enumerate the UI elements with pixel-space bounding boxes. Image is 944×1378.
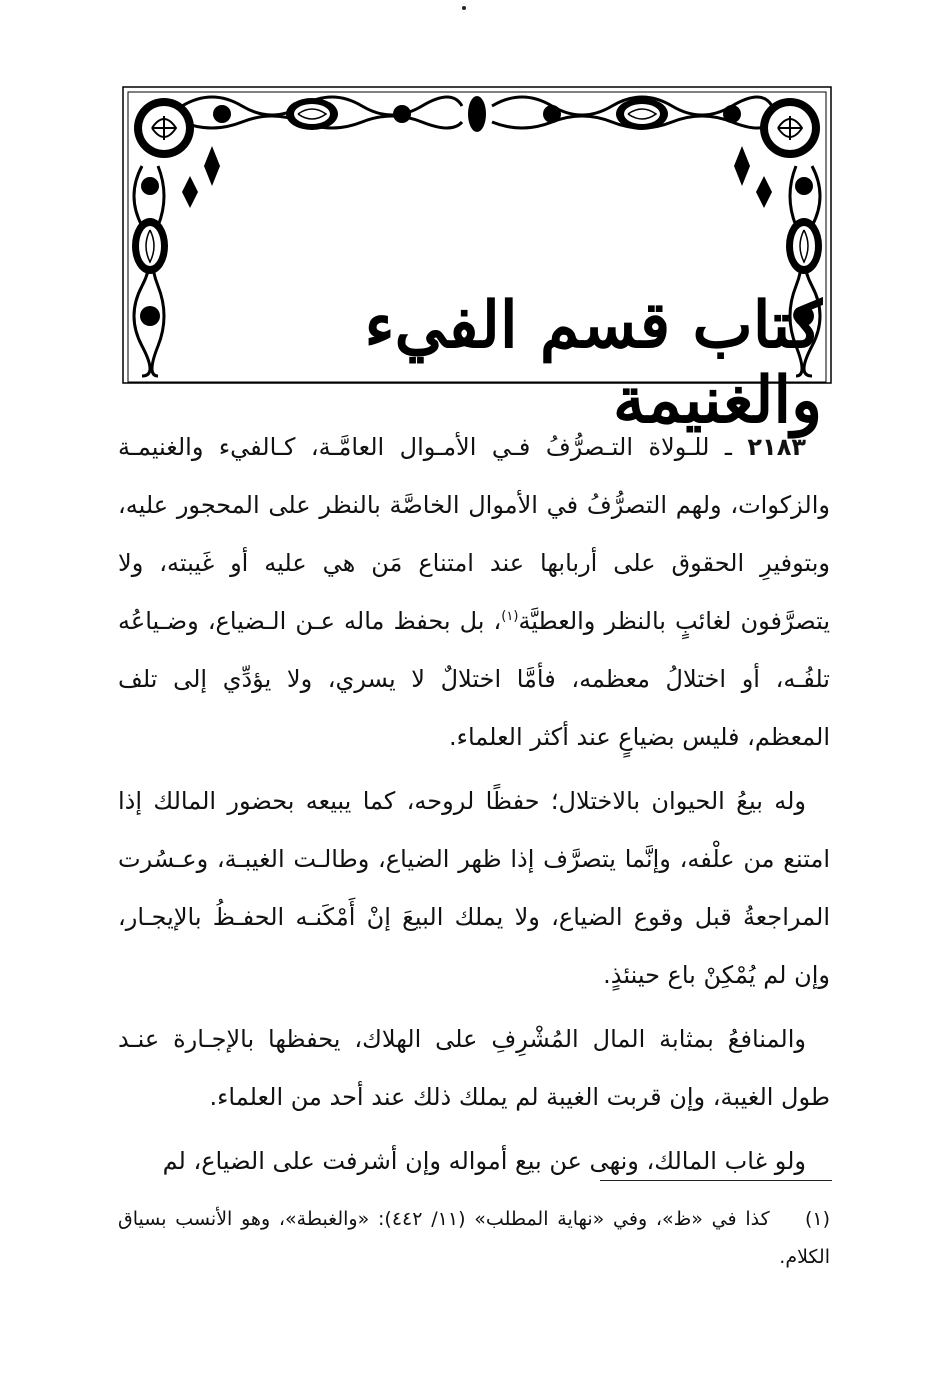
footnote-text: كذا في «ظ»، وفي «نهاية المطلب» (١١/ ٤٤٢): «والغبطة»، وهو الأنسب بسياق الكلام. bbox=[118, 1208, 830, 1268]
footnote-marker[interactable]: (١) bbox=[501, 609, 519, 624]
footnote-1 bbox=[118, 1200, 830, 1276]
paragraph-1-text: ـ للـولاة التـصرُّفُ فـي الأمـوال العامَّـة، كـالفيء والغنيمـة والزكوات، ولهم التصرُّفُ في الأموال الخاصَّة بالنظر على المحجور عليه، وبتوفيرِ الحقوق على أربابها عند امتناع مَن هي عليه أو غَيبته، ولا يتصرَّفون لغائبٍ بالنظر والعطيَّة bbox=[118, 433, 831, 635]
paragraph-2: وله بيعُ الحيوان بالاختلال؛ حفظًا لروحه، كما يبيعه بحضور المالك إذا امتنع من علْفه، وإنَّما يتصرَّف إذا ظهر الضياع، وطالـت الغيبـة، وعـسُرت المراجعةُ قبل وقوع الضياع، ولا يملك البيعَ إنْ أَمْكَنـه الحفـظُ بالإيجـار، وإن لم يُمْكِنْ باع حينئذٍ. bbox=[118, 787, 830, 989]
chapter-title: كتاب قسم الفيء والغنيمة bbox=[364, 288, 822, 438]
page-mark-dot bbox=[462, 6, 466, 10]
paragraph-1-text-cont: ، بل بحفظ ماله عـن الـضياع، وضـياعُه تلفُـه، أو اختلالُ معظمه، فأمَّا اختلالٌ لا يسري، ولا يؤدِّي إلى تلف المعظم، فليس بضياعٍ عند أكثر العلماء. bbox=[118, 607, 830, 751]
paragraph-3: والمنافعُ بمثابة المال المُشْرِفِ على الهلاك، يحفظها بالإجـارة عنـد طول الغيبة، وإن قربت الغيبة لم يملك ذلك عند أحد من العلماء. bbox=[118, 1025, 830, 1111]
paragraph-1 bbox=[118, 418, 830, 766]
main-text bbox=[118, 418, 830, 1196]
issue-number: ٢١٨٣ bbox=[747, 433, 806, 461]
ornamental-frame bbox=[122, 86, 832, 438]
footnote-divider bbox=[600, 1180, 832, 1181]
paragraph-4: ولو غاب المالك، ونهى عن بيع أمواله وإن أشرفت على الضياع، لم bbox=[162, 1147, 806, 1175]
footnote-marker-label: (١) bbox=[804, 1208, 830, 1230]
